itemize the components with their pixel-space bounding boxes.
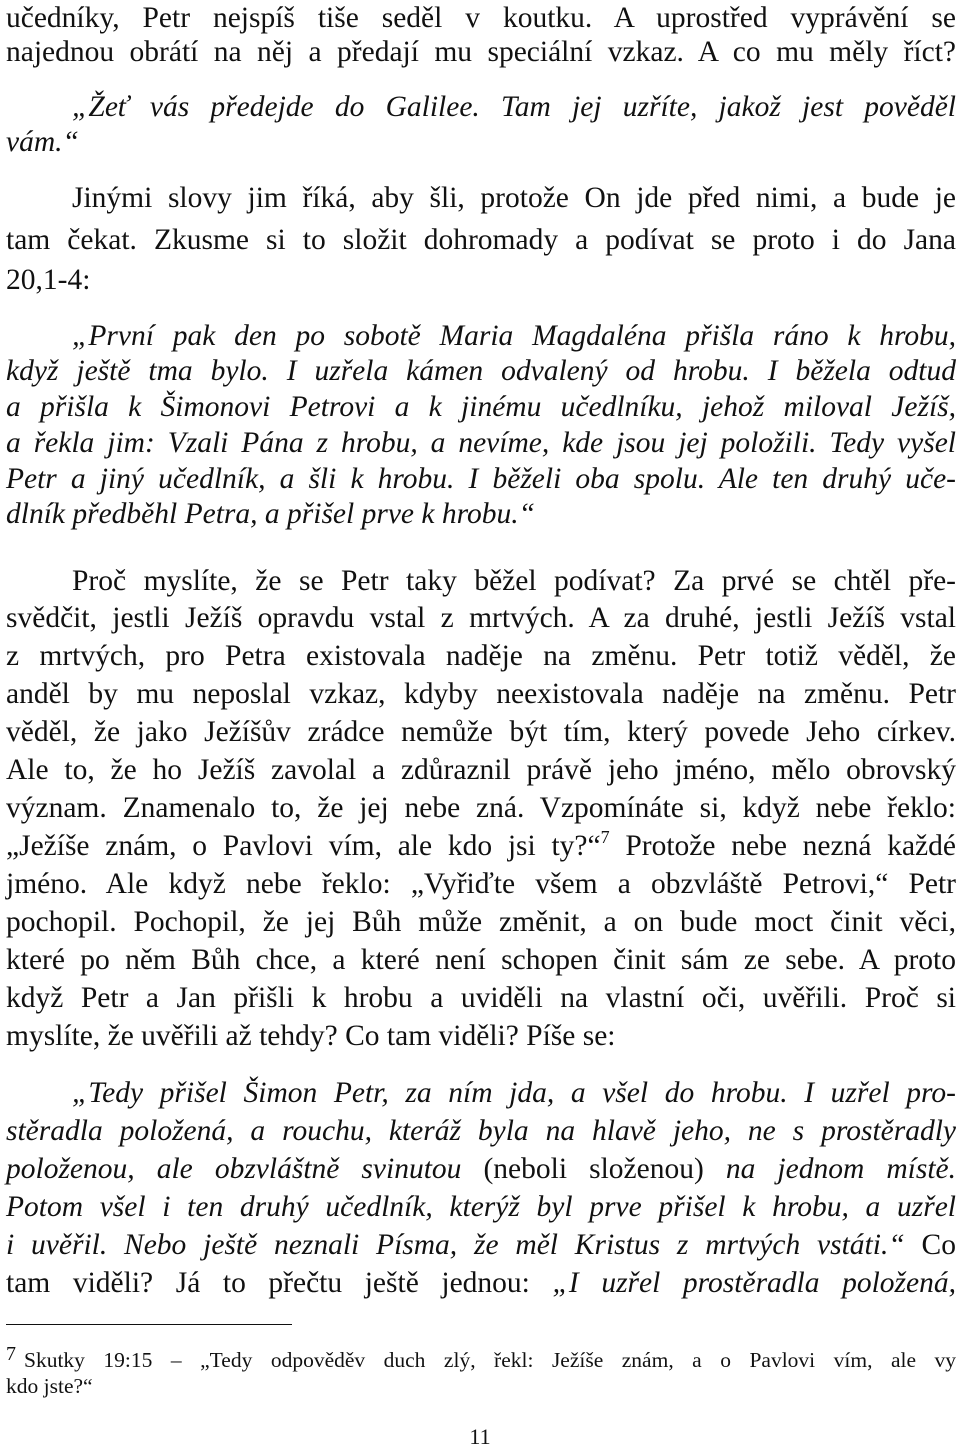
text-line: najednou obrátí na něj a předají mu speciální vzkaz. A co mu měly říct? <box>6 36 956 68</box>
text-span: tam viděli? Já to přečtu ještě jednou: <box>6 1267 553 1299</box>
quote-line: stěradla položená, a rouchu, kteráž byla na hlavě jeho, ne s prostěradly <box>6 1115 956 1147</box>
quote-line: Potom všel i ten druhý učedlník, kterýž byl prve přišel k hrobu, a uzřel <box>6 1191 956 1223</box>
text-line: věděl, že jako Ježíšův zrádce nemůže být tím, který povede Jeho církev. <box>6 716 956 748</box>
text-line: Proč myslíte, že se Petr taky běžel podívat? Za prvé se chtěl pře- <box>72 565 956 597</box>
quote-text: na jednom místě. <box>725 1153 956 1185</box>
quote-line <box>6 1151 956 1187</box>
text-line: Ale to, že ho Ježíš zavolal a zdůraznil právě jeho jméno, mělo obrovský <box>6 754 956 786</box>
quote-text: „Ježíše znám, o Pavlovi vím, ale kdo jsi ty?“ <box>6 830 601 862</box>
quote-text: i uvěřil. Nebo ještě neznali Písma, že měl Kristus z mrtvých vstáti.“ <box>6 1229 905 1261</box>
quote-line: a přišla k Šimonovi Petrovi a k jinému učedlníku, jehož miloval Ježíš, <box>6 391 956 423</box>
footnote-text: Skutky 19:15 – „Tedy odpověděv duch zlý, řekl: Ježíše znám, a o Pavlovi vím, ale vy <box>24 1348 956 1372</box>
quote-line: dlník předběhl Petra, a přišel prve k hrobu.“ <box>6 498 536 530</box>
footnote-separator <box>6 1324 292 1325</box>
quote-text: „I uzřel prostěradla položená, <box>552 1267 956 1299</box>
footnote-reference: 7 <box>600 827 610 847</box>
text-span: Co <box>904 1229 956 1261</box>
text-span: Protože nebe nezná každé <box>609 830 956 862</box>
text-line: anděl by mu neposlal vzkaz, kdyby neexistovala naděje na změnu. Petr <box>6 678 956 710</box>
footnote-mark: 7 <box>6 1343 16 1365</box>
quote-line: „První pak den po sobotě Maria Magdaléna přišla ráno k hrobu, <box>72 320 956 352</box>
text-line: tam čekat. Zkusme si to složit dohromady a podívat se proto i do Jana <box>6 224 956 256</box>
text-line: učedníky, Petr nejspíš tiše seděl v koutku. A uprostřed vyprávění se <box>6 2 956 34</box>
quote-line: a řekla jim: Vzali Pána z hrobu, a nevíme, kde jsou jej položili. Tedy vyšel <box>6 427 956 459</box>
quote-text: položenou, ale obzvláštně svinutou <box>6 1153 462 1185</box>
text-line <box>6 1265 956 1301</box>
text-line: když Petr a Jan přišli k hrobu a uviděli na vlastní oči, uvěřili. Proč si <box>6 982 956 1014</box>
text-line: pochopil. Pochopil, že jej Bůh může změnit, a on bude moct činit věci, <box>6 906 956 938</box>
text-line: které po něm Bůh chce, a které není schopen činit sám ze sebe. A proto <box>6 944 956 976</box>
page-number: 11 <box>469 1424 491 1449</box>
quote-line: „Tedy přišel Šimon Petr, za ním jda, a všel do hrobu. I uzřel pro- <box>72 1077 956 1109</box>
quote-line: „Žeť vás předejde do Galilee. Tam jej uzříte, jakož jest pověděl <box>72 91 956 123</box>
text-line: význam. Znamenalo to, že jej nebe zná. Vzpomínáte si, když nebe řeklo: <box>6 792 956 824</box>
footnote-line <box>6 1343 956 1374</box>
text-span: (neboli složenou) <box>461 1153 726 1185</box>
quote-line: vám.“ <box>6 126 79 158</box>
text-line: svědčit, jestli Ježíš opravdu vstal z mrtvých. A za druhé, jestli Ježíš vstal <box>6 602 956 634</box>
text-line: jméno. Ale když nebe řeklo: „Vyřiďte všem a obzvláště Petrovi,“ Petr <box>6 868 956 900</box>
text-line <box>6 828 956 864</box>
quote-line <box>6 1227 956 1263</box>
quote-line: Petr a jiný učedlník, a šli k hrobu. I běželi oba spolu. Ale ten druhý uče- <box>6 463 956 495</box>
footnote-line: kdo jste?“ <box>6 1374 93 1398</box>
text-line: z mrtvých, pro Petra existovala naděje na změnu. Petr totiž věděl, že <box>6 640 956 672</box>
text-line: myslíte, že uvěřili až tehdy? Co tam viděli? Píše se: <box>6 1020 616 1052</box>
quote-line: když ještě tma bylo. I uzřela kámen odvalený od hrobu. I běžela odtud <box>6 355 956 387</box>
text-line: Jinými slovy jim říká, aby šli, protože On jde před nimi, a bude je <box>72 182 956 214</box>
text-line: 20,1-4: <box>6 264 91 296</box>
